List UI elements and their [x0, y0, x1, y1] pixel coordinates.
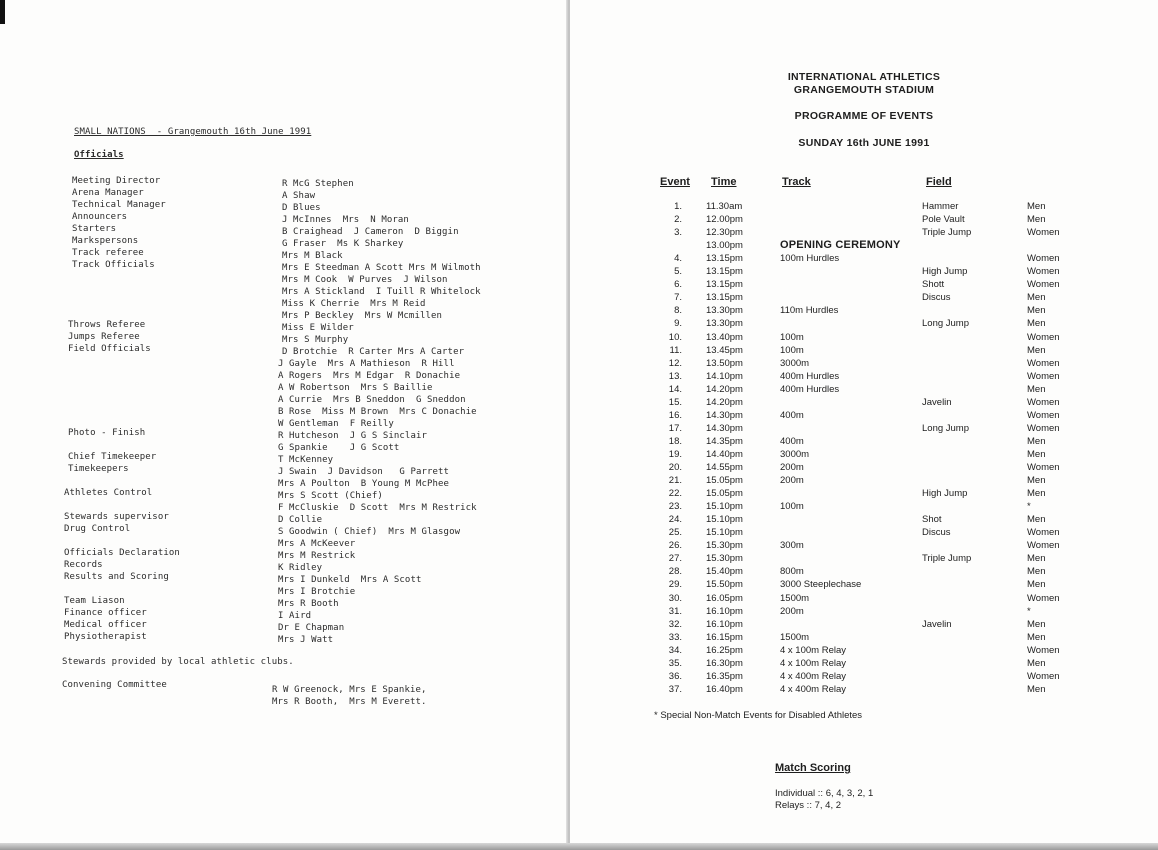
- programme-title-line3: PROGRAMME OF EVENTS: [794, 110, 934, 122]
- event-time: 15.30pm: [706, 553, 743, 565]
- official-name-line: Mrs S Murphy: [282, 335, 349, 345]
- event-row: [570, 332, 1158, 345]
- event-time: 16.25pm: [706, 644, 743, 656]
- official-name-line: Mrs A Stickland I Tuill R Whitelock: [282, 287, 481, 297]
- official-role-label: Meeting Director: [72, 176, 161, 186]
- official-role-label: Starters: [72, 224, 117, 234]
- event-row: [570, 645, 1158, 658]
- event-number: 34.: [668, 644, 682, 656]
- official-name-line: D Brotchie R Carter Mrs A Carter: [282, 347, 465, 357]
- event-row: [570, 475, 1158, 488]
- official-name-line: Mrs R Booth: [278, 599, 339, 609]
- event-number: 13.: [668, 370, 682, 382]
- official-name-line: Dr E Chapman: [278, 623, 345, 633]
- event-row: [570, 527, 1158, 540]
- track-event: 100m: [780, 501, 804, 513]
- event-row: [570, 501, 1158, 514]
- field-event: High Jump: [922, 488, 968, 500]
- event-gender: Men: [1027, 383, 1046, 395]
- event-row: [570, 266, 1158, 279]
- event-time: 16.15pm: [706, 631, 743, 643]
- event-row: [570, 632, 1158, 645]
- field-event: Hammer: [922, 201, 959, 212]
- event-time: 16.10pm: [706, 618, 743, 630]
- event-number: 33.: [668, 631, 682, 643]
- official-role-label: Announcers: [72, 212, 128, 222]
- event-gender: Men: [1027, 292, 1046, 304]
- track-event: 4 x 100m Relay: [780, 657, 847, 669]
- event-time: 13.40pm: [706, 331, 743, 343]
- event-gender: Men: [1027, 475, 1046, 487]
- event-row: [570, 462, 1158, 475]
- event-row: [570, 514, 1158, 527]
- event-time: 16.05pm: [706, 592, 743, 604]
- event-gender: Men: [1027, 683, 1046, 695]
- official-name-line: R Hutcheson J G S Sinclair: [278, 431, 427, 441]
- event-row: [570, 619, 1158, 632]
- column-header-event: Event: [660, 176, 690, 188]
- event-gender: Men: [1027, 657, 1046, 669]
- event-gender: Men: [1027, 305, 1046, 317]
- official-name-line: A W Robertson Mrs S Baillie: [278, 383, 433, 393]
- field-event: Javelin: [922, 396, 952, 408]
- official-role-label: Photo - Finish: [68, 428, 146, 438]
- official-role-label: Drug Control: [64, 524, 131, 534]
- official-name-line: S Goodwin ( Chief) Mrs M Glasgow: [278, 527, 461, 537]
- field-event: Discus: [922, 527, 951, 539]
- event-number: 24.: [668, 514, 682, 526]
- event-gender: Men: [1027, 579, 1046, 591]
- event-number: 27.: [668, 553, 682, 565]
- event-row: [570, 553, 1158, 566]
- event-number: 5.: [674, 266, 682, 278]
- event-number: 29.: [668, 579, 682, 591]
- event-time: 13.30pm: [706, 318, 743, 330]
- event-row: [570, 345, 1158, 358]
- field-event: Javelin: [922, 618, 952, 630]
- event-row: [570, 540, 1158, 553]
- official-name-line: Mrs I Brotchie: [278, 587, 356, 597]
- event-time: 15.05pm: [706, 475, 743, 487]
- events-page: [570, 0, 1158, 850]
- event-time: 16.10pm: [706, 605, 743, 617]
- column-header-time: Time: [711, 176, 737, 188]
- event-time: 14.20pm: [706, 396, 743, 408]
- official-name-line: Mrs A Poulton B Young M McPhee: [278, 479, 450, 489]
- event-row: [570, 658, 1158, 671]
- official-name-line: D Blues: [282, 203, 321, 213]
- official-name-line: I Aird: [278, 611, 312, 621]
- track-event: 400m Hurdles: [780, 370, 840, 382]
- field-event: Long Jump: [922, 422, 970, 434]
- event-row: [570, 292, 1158, 305]
- event-number: 21.: [668, 475, 682, 487]
- event-row: [570, 436, 1158, 449]
- match-scoring-individual: Individual :: 6, 4, 3, 2, 1: [775, 788, 874, 799]
- official-name-line: Mrs M Restrick: [278, 551, 356, 561]
- event-row: [570, 384, 1158, 397]
- official-role-label: Team Liason: [64, 596, 125, 606]
- official-name-line: J Gayle Mrs A Mathieson R Hill: [278, 359, 455, 369]
- field-event: Shott: [922, 279, 945, 291]
- event-gender: Men: [1027, 566, 1046, 578]
- event-row: [570, 371, 1158, 384]
- official-name-line: D Collie: [278, 515, 323, 525]
- event-number: 20.: [668, 462, 682, 473]
- event-gender: Women: [1027, 227, 1060, 239]
- official-name-line: Mrs I Dunkeld Mrs A Scott: [278, 575, 422, 585]
- event-time: 15.40pm: [706, 566, 743, 578]
- event-time: 13.15pm: [706, 292, 743, 304]
- event-number: 8.: [674, 305, 682, 317]
- programme-title-line4: SUNDAY 16th JUNE 1991: [798, 137, 930, 149]
- event-number: 11.: [669, 344, 682, 356]
- track-event: 100m: [780, 344, 804, 356]
- official-name-line: B Craighead J Cameron D Biggin: [282, 227, 459, 237]
- event-time: 14.30pm: [706, 409, 743, 421]
- official-role-label: Physiotherapist: [64, 632, 147, 642]
- event-number: 14.: [668, 383, 682, 395]
- official-name-line: B Rose Miss M Brown Mrs C Donachie: [278, 407, 477, 417]
- official-role-label: Finance officer: [64, 608, 147, 618]
- officials-page-heading: SMALL NATIONS - Grangemouth 16th June 1991: [74, 127, 312, 137]
- match-scoring-relays: Relays :: 7, 4, 2: [775, 800, 842, 811]
- event-row: [570, 318, 1158, 331]
- event-gender: Women: [1027, 266, 1060, 278]
- event-gender: Women: [1027, 422, 1060, 434]
- match-scoring-title: Match Scoring: [775, 762, 851, 774]
- event-gender: Women: [1027, 279, 1060, 291]
- event-row: [570, 279, 1158, 292]
- event-number: 7.: [674, 292, 682, 304]
- event-number: 23.: [668, 501, 682, 513]
- event-time: 14.40pm: [706, 448, 743, 460]
- event-row: [570, 449, 1158, 462]
- official-role-label: Stewards supervisor: [64, 512, 169, 522]
- column-header-track: Track: [782, 176, 811, 188]
- track-event: 1500m: [780, 631, 810, 643]
- event-number: 36.: [668, 670, 682, 682]
- official-name-line: A Rogers Mrs M Edgar R Donachie: [278, 371, 461, 381]
- event-number: 1.: [674, 201, 682, 212]
- event-number: 4.: [674, 253, 682, 265]
- stewards-note: Stewards provided by local athletic clubs.: [62, 657, 294, 667]
- event-row: [570, 566, 1158, 579]
- official-role-label: Markspersons: [72, 236, 139, 246]
- event-number: 9.: [674, 318, 682, 330]
- event-row: [570, 606, 1158, 619]
- official-role-label: Arena Manager: [72, 188, 144, 198]
- event-gender: Women: [1027, 592, 1060, 604]
- event-gender: Men: [1027, 344, 1046, 356]
- event-time: 13.15pm: [706, 279, 743, 291]
- track-event: 1500m: [780, 592, 810, 604]
- event-number: 30.: [668, 592, 682, 604]
- event-number: 12.: [668, 357, 682, 369]
- event-number: 19.: [668, 448, 682, 460]
- track-event: 400m: [780, 409, 804, 421]
- scan-bottom-edge: [0, 843, 1158, 850]
- programme-title-line2: GRANGEMOUTH STADIUM: [793, 84, 935, 96]
- track-event: 300m: [780, 540, 804, 552]
- event-time: 11.30am: [706, 201, 743, 212]
- event-gender: Women: [1027, 357, 1060, 369]
- event-row: [570, 358, 1158, 371]
- convening-committee-label: Convening Committee: [62, 680, 167, 690]
- event-time: 13.15pm: [706, 266, 743, 278]
- official-name-line: T McKenney: [278, 455, 334, 465]
- track-event: 4 x 100m Relay: [780, 644, 847, 656]
- convening-committee-names-1: R W Greenock, Mrs E Spankie,: [272, 685, 427, 695]
- event-number: 16.: [668, 409, 682, 421]
- official-role-label: Track Officials: [72, 260, 155, 270]
- event-row: [570, 201, 1158, 214]
- track-event: 200m: [780, 462, 804, 473]
- official-name-line: J McInnes Mrs N Moran: [282, 215, 409, 225]
- official-name-line: Mrs P Beckley Mrs W Mcmillen: [282, 311, 443, 321]
- event-row: [570, 397, 1158, 410]
- event-time: 14.20pm: [706, 383, 743, 395]
- event-row: [570, 253, 1158, 266]
- event-gender: Women: [1027, 370, 1060, 382]
- event-gender: Men: [1027, 618, 1046, 630]
- official-role-label: Results and Scoring: [64, 572, 169, 582]
- official-name-line: A Shaw: [282, 191, 316, 201]
- track-event: 200m: [780, 475, 804, 487]
- event-gender: Men: [1027, 318, 1046, 330]
- event-time: 15.05pm: [706, 488, 743, 500]
- official-name-line: R McG Stephen: [282, 179, 354, 189]
- event-gender: Men: [1027, 514, 1046, 526]
- event-gender: Women: [1027, 540, 1060, 552]
- field-event: Long Jump: [922, 318, 970, 330]
- event-row: [570, 488, 1158, 501]
- official-name-line: Mrs E Steedman A Scott Mrs M Wilmoth: [282, 263, 481, 273]
- event-row: [570, 579, 1158, 592]
- official-role-label: Field Officials: [68, 344, 151, 354]
- official-name-line: K Ridley: [278, 563, 323, 573]
- official-role-label: Records: [64, 560, 103, 570]
- official-role-label: Medical officer: [64, 620, 147, 630]
- event-time: 12.00pm: [706, 214, 743, 226]
- field-event: Pole Vault: [922, 214, 965, 226]
- event-gender: Women: [1027, 462, 1060, 473]
- event-time: 12.30pm: [706, 227, 743, 239]
- event-time: 13.30pm: [706, 305, 743, 317]
- event-time: 15.30pm: [706, 540, 743, 552]
- official-role-label: Timekeepers: [68, 464, 129, 474]
- officials-subheading: Officials: [74, 150, 124, 160]
- event-row: [570, 305, 1158, 318]
- scan-corner-mark: [0, 0, 5, 24]
- official-role-label: Technical Manager: [72, 200, 166, 210]
- event-time: 13.50pm: [706, 357, 743, 369]
- track-event: 400m Hurdles: [780, 383, 840, 395]
- event-number: 25.: [668, 527, 682, 539]
- field-event: Discus: [922, 292, 951, 304]
- track-event: 400m: [780, 435, 804, 447]
- event-gender: Men: [1027, 448, 1046, 460]
- event-number: 37.: [668, 683, 682, 695]
- official-role-label: Jumps Referee: [68, 332, 140, 342]
- event-row: [570, 684, 1158, 697]
- event-number: 18.: [668, 435, 682, 447]
- field-event: High Jump: [922, 266, 968, 278]
- event-number: 32.: [668, 618, 682, 630]
- event-time: 13.15pm: [706, 253, 743, 265]
- event-gender: Women: [1027, 253, 1060, 265]
- event-row: [570, 214, 1158, 227]
- event-time: 16.30pm: [706, 657, 743, 669]
- event-number: 10.: [668, 331, 682, 343]
- track-event: OPENING CEREMONY: [780, 239, 901, 252]
- event-gender: Women: [1027, 670, 1060, 682]
- event-number: 6.: [674, 279, 682, 291]
- event-gender: Women: [1027, 396, 1060, 408]
- event-gender: Women: [1027, 644, 1060, 656]
- event-number: 31.: [668, 605, 682, 617]
- official-name-line: Mrs M Cook W Purves J Wilson: [282, 275, 448, 285]
- field-event: Shot: [922, 514, 942, 526]
- event-time: 16.40pm: [706, 683, 743, 695]
- official-role-label: Throws Referee: [68, 320, 146, 330]
- official-name-line: J Swain J Davidson G Parrett: [278, 467, 450, 477]
- opening-ceremony-row: [570, 240, 1158, 253]
- track-event: 100m: [780, 331, 804, 343]
- official-name-line: Mrs M Black: [282, 251, 343, 261]
- convening-committee-names-2: Mrs R Booth, Mrs M Everett.: [272, 697, 427, 707]
- official-name-line: Mrs A McKeever: [278, 539, 356, 549]
- event-gender: Women: [1027, 527, 1060, 539]
- event-row: [570, 423, 1158, 436]
- event-gender: Men: [1027, 488, 1046, 500]
- official-name-line: Miss E Wilder: [282, 323, 354, 333]
- event-time: 13.45pm: [706, 344, 743, 356]
- event-row: [570, 593, 1158, 606]
- event-time: 15.10pm: [706, 501, 743, 513]
- track-event: 800m: [780, 566, 804, 578]
- event-gender: Men: [1027, 214, 1046, 226]
- event-time: 15.50pm: [706, 579, 743, 591]
- track-event: 4 x 400m Relay: [780, 670, 847, 682]
- track-event: 3000m: [780, 357, 810, 369]
- official-role-label: Officials Declaration: [64, 548, 180, 558]
- event-gender: Men: [1027, 631, 1046, 643]
- track-event: 110m Hurdles: [780, 305, 839, 317]
- track-event: 3000 Steeplechase: [780, 579, 862, 591]
- event-time: 16.35pm: [706, 670, 743, 682]
- event-number: 2.: [674, 214, 682, 226]
- official-name-line: G Spankie J G Scott: [278, 443, 400, 453]
- event-time: 14.35pm: [706, 435, 743, 447]
- programme-title-line1: INTERNATIONAL ATHLETICS: [787, 71, 941, 83]
- track-event: 100m Hurdles: [780, 253, 840, 265]
- special-events-footnote: * Special Non-Match Events for Disabled Athletes: [654, 710, 863, 721]
- official-name-line: Mrs S Scott (Chief): [278, 491, 383, 501]
- official-role-label: Chief Timekeeper: [68, 452, 157, 462]
- official-role-label: Athletes Control: [64, 488, 153, 498]
- track-event: 3000m: [780, 448, 810, 460]
- event-gender: *: [1027, 605, 1031, 617]
- event-time: 15.10pm: [706, 514, 743, 526]
- event-number: 3.: [674, 227, 682, 239]
- official-name-line: F McCluskie D Scott Mrs M Restrick: [278, 503, 477, 513]
- event-number: 35.: [668, 657, 682, 669]
- official-role-label: Track referee: [72, 248, 144, 258]
- officials-page: [0, 0, 568, 850]
- event-gender: *: [1027, 501, 1031, 513]
- event-gender: Men: [1027, 435, 1046, 447]
- field-event: Triple Jump: [922, 227, 972, 239]
- event-time: 14.30pm: [706, 422, 743, 434]
- event-gender: Men: [1027, 553, 1046, 565]
- event-number: 15.: [668, 396, 682, 408]
- event-time: 14.10pm: [706, 370, 743, 382]
- event-row: [570, 410, 1158, 423]
- official-name-line: W Gentleman F Reilly: [278, 419, 394, 429]
- event-number: 26.: [668, 540, 682, 552]
- event-gender: Women: [1027, 331, 1060, 343]
- official-name-line: A Currie Mrs B Sneddon G Sneddon: [278, 395, 466, 405]
- official-name-line: Miss K Cherrie Mrs M Reid: [282, 299, 426, 309]
- track-event: 4 x 400m Relay: [780, 683, 847, 695]
- event-row: [570, 227, 1158, 240]
- field-event: Triple Jump: [922, 553, 972, 565]
- event-number: 17.: [668, 422, 682, 434]
- event-time: 13.00pm: [706, 240, 743, 252]
- event-gender: Men: [1027, 201, 1046, 212]
- event-gender: Women: [1027, 409, 1060, 421]
- column-header-field: Field: [926, 176, 952, 188]
- event-row: [570, 671, 1158, 684]
- event-time: 14.55pm: [706, 462, 743, 473]
- track-event: 200m: [780, 605, 804, 617]
- event-time: 15.10pm: [706, 527, 743, 539]
- official-name-line: G Fraser Ms K Sharkey: [282, 239, 404, 249]
- official-name-line: Mrs J Watt: [278, 635, 334, 645]
- event-number: 22.: [668, 488, 682, 500]
- event-number: 28.: [668, 566, 682, 578]
